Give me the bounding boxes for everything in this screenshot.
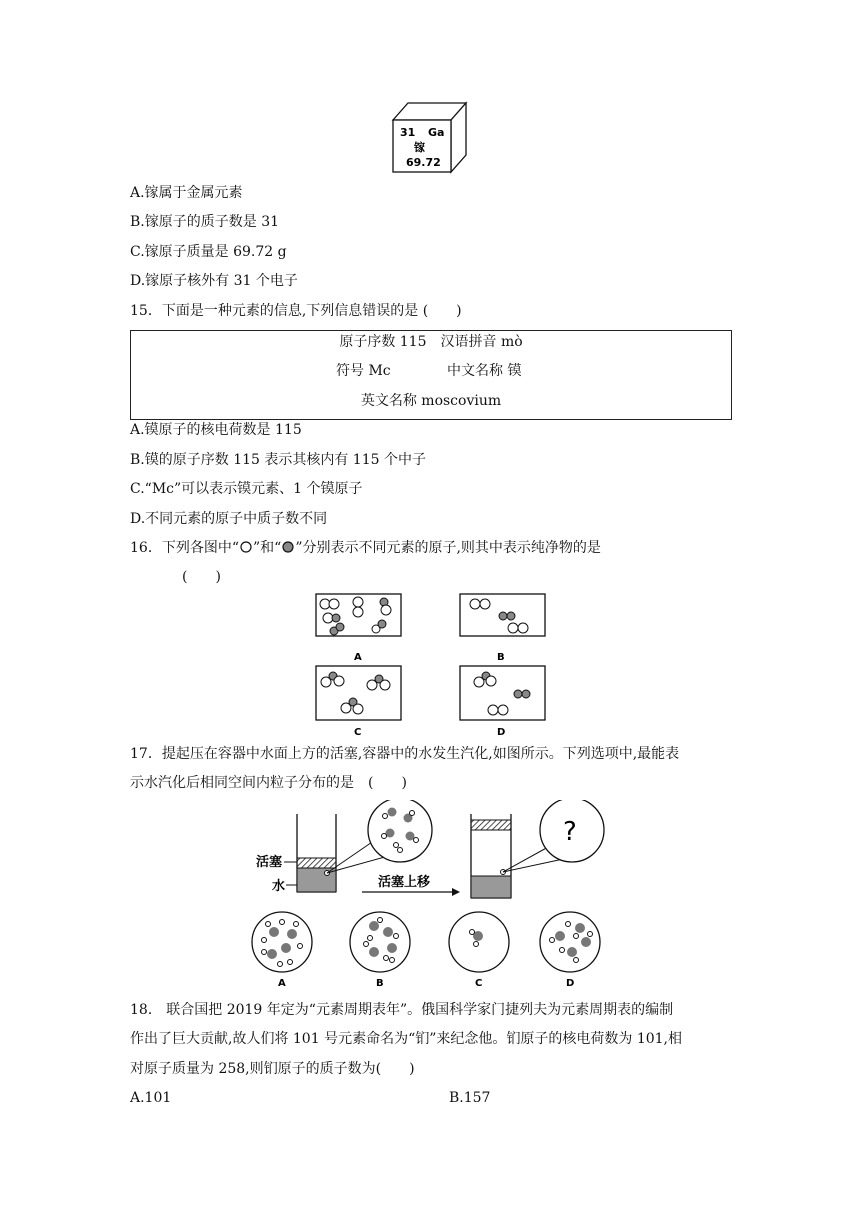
q16-stem-part-3: ”分别表示不同元素的原子,则其中表示纯净物的是: [295, 540, 601, 556]
q18-line-2: 作出了巨大贡献,故人们将 101 号元素命名为“钔”来纪念他。钔原子的核电荷数为 101,相: [130, 1031, 683, 1047]
q16-stem-part-2: ”和“: [252, 540, 282, 556]
info-box-line-1: 原子序数 115 汉语拼音 mò: [339, 334, 523, 350]
q14-option-a: A.镓属于金属元素: [130, 185, 243, 201]
tile-name: 镓: [414, 141, 425, 154]
q15-option-a: A.镆原子的核电荷数是 115: [130, 422, 302, 438]
gray-atom-icon: [281, 540, 295, 554]
info-box-symbol: 符号 Mc: [336, 363, 391, 379]
q16-stem-part-1: 16．下列各图中“: [130, 540, 239, 556]
q17-label-c: C: [475, 978, 483, 989]
q15-stem: 15．下面是一种元素的信息,下列信息错误的是 ( ): [130, 303, 462, 319]
q18-line-3: 对原子质量为 258,则钔原子的质子数为( ): [130, 1061, 415, 1077]
q16-stem: [130, 539, 601, 557]
info-box-chinese-name: 中文名称 镆: [447, 363, 522, 379]
q14-option-c: C.镓原子质量是 69.72 g: [130, 244, 287, 260]
q16-answer-paren: ( ): [182, 569, 221, 585]
q16-label-b: B: [497, 652, 505, 663]
q17-line-2: 示水汽化后相同空间内粒子分布的是 ( ): [130, 775, 407, 791]
tile-symbol: Ga: [428, 126, 445, 139]
q17-label-a: A: [278, 978, 286, 989]
q16-label-a: A: [354, 652, 362, 663]
element-info-box: [130, 330, 732, 420]
info-box-line-3: 英文名称 moscovium: [360, 393, 502, 409]
q15-option-d: D.不同元素的原子中质子数不同: [130, 511, 328, 527]
q17-line-1: 17．提起压在容器中水面上方的活塞,容器中的水发生汽化,如图所示。下列选项中,最能表: [130, 746, 680, 762]
q17-label-d: D: [566, 978, 575, 989]
q18-option-b: B.157: [449, 1090, 491, 1106]
tile-atomic-number: 31: [400, 126, 416, 139]
tile-mass: 69.72: [406, 156, 441, 169]
q16-label-c: C: [354, 727, 362, 738]
question-mark: ?: [563, 817, 577, 847]
q16-particle-diagrams: [312, 590, 552, 738]
q15-option-c: C.“Mc”可以表示镆元素、1 个镆原子: [130, 481, 363, 497]
q18-option-a: A.101: [130, 1090, 172, 1106]
q15-option-b: B.镆的原子序数 115 表示其核内有 115 个中子: [130, 452, 426, 468]
q18-line-1: 18． 联合国把 2019 年定为“元素周期表年”。俄国科学家门捷列夫为元素周期表的编制: [130, 1002, 674, 1018]
q14-option-d: D.镓原子核外有 31 个电子: [130, 273, 298, 289]
q17-piston-diagram: [250, 800, 620, 990]
label-piston-up: 活塞上移: [378, 875, 431, 890]
q17-label-b: B: [376, 978, 384, 989]
white-atom-icon: [239, 540, 253, 554]
label-water: 水: [272, 879, 286, 894]
gallium-element-tile: [390, 100, 470, 176]
q14-option-b: B.镓原子的质子数是 31: [130, 214, 280, 230]
label-piston: 活塞: [256, 855, 283, 870]
q16-label-d: D: [497, 727, 506, 738]
